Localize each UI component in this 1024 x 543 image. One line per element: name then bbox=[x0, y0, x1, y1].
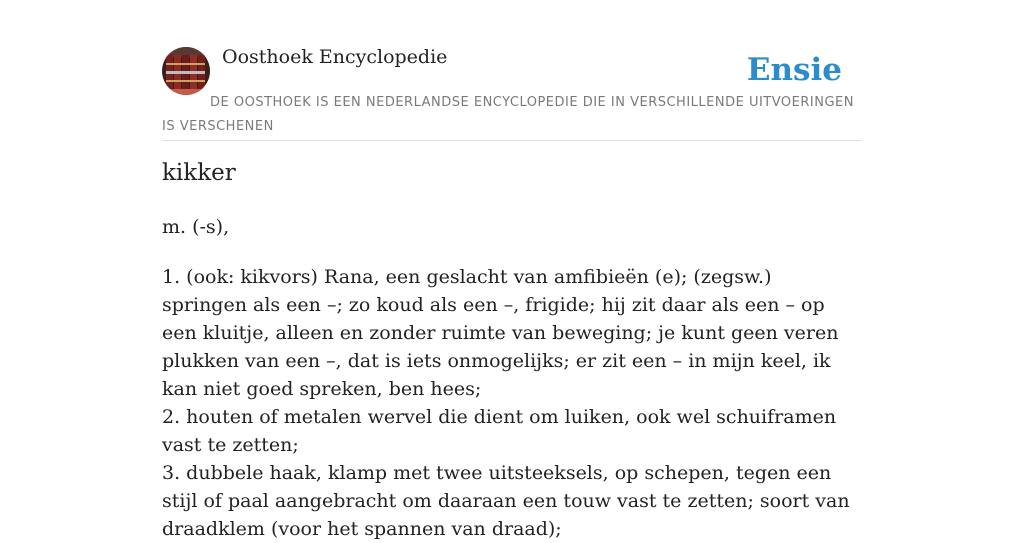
entry-definition bbox=[162, 263, 862, 543]
site-tagline: DE OOSTHOEK IS EEN NEDERLANDSE ENCYCLOPEDIE DIE IN VERSCHILLENDE UITVOERINGEN IS VERSCHENEN bbox=[162, 95, 854, 134]
page bbox=[162, 0, 862, 540]
definition-sense: 2. houten of metalen wervel die dient om luiken, ook wel schuiframen vast te zetten; bbox=[162, 406, 837, 456]
brand-logo[interactable]: Ensie bbox=[746, 52, 842, 88]
definition-sense: 1. (ook: kikvors) Rana, een geslacht van amfibieën (e); (zegsw.) springen als een –; zo koud als een –, frigide; hij zit daar als een – op een kluitje, alleen en zonder ruimte van beweging; je kunt geen veren plukken van een –, dat is iets onmogelijks; er zit een – in mijn keel, ik kan niet goed spreken, ben hees; bbox=[162, 266, 839, 400]
entry-title: kikker bbox=[162, 160, 236, 186]
encyclopedia-books-icon[interactable] bbox=[162, 47, 210, 95]
site-header bbox=[162, 0, 862, 141]
site-title[interactable]: Oosthoek Encyclopedie bbox=[222, 46, 448, 68]
entry-grammar: m. (-s), bbox=[162, 216, 230, 238]
definition-sense: 3. dubbele haak, klamp met twee uitsteeksels, op schepen, tegen een stijl of paal aangebracht om daaraan een touw vast te zetten; soort van draadklem (voor het spannen van draad); bbox=[162, 462, 850, 540]
